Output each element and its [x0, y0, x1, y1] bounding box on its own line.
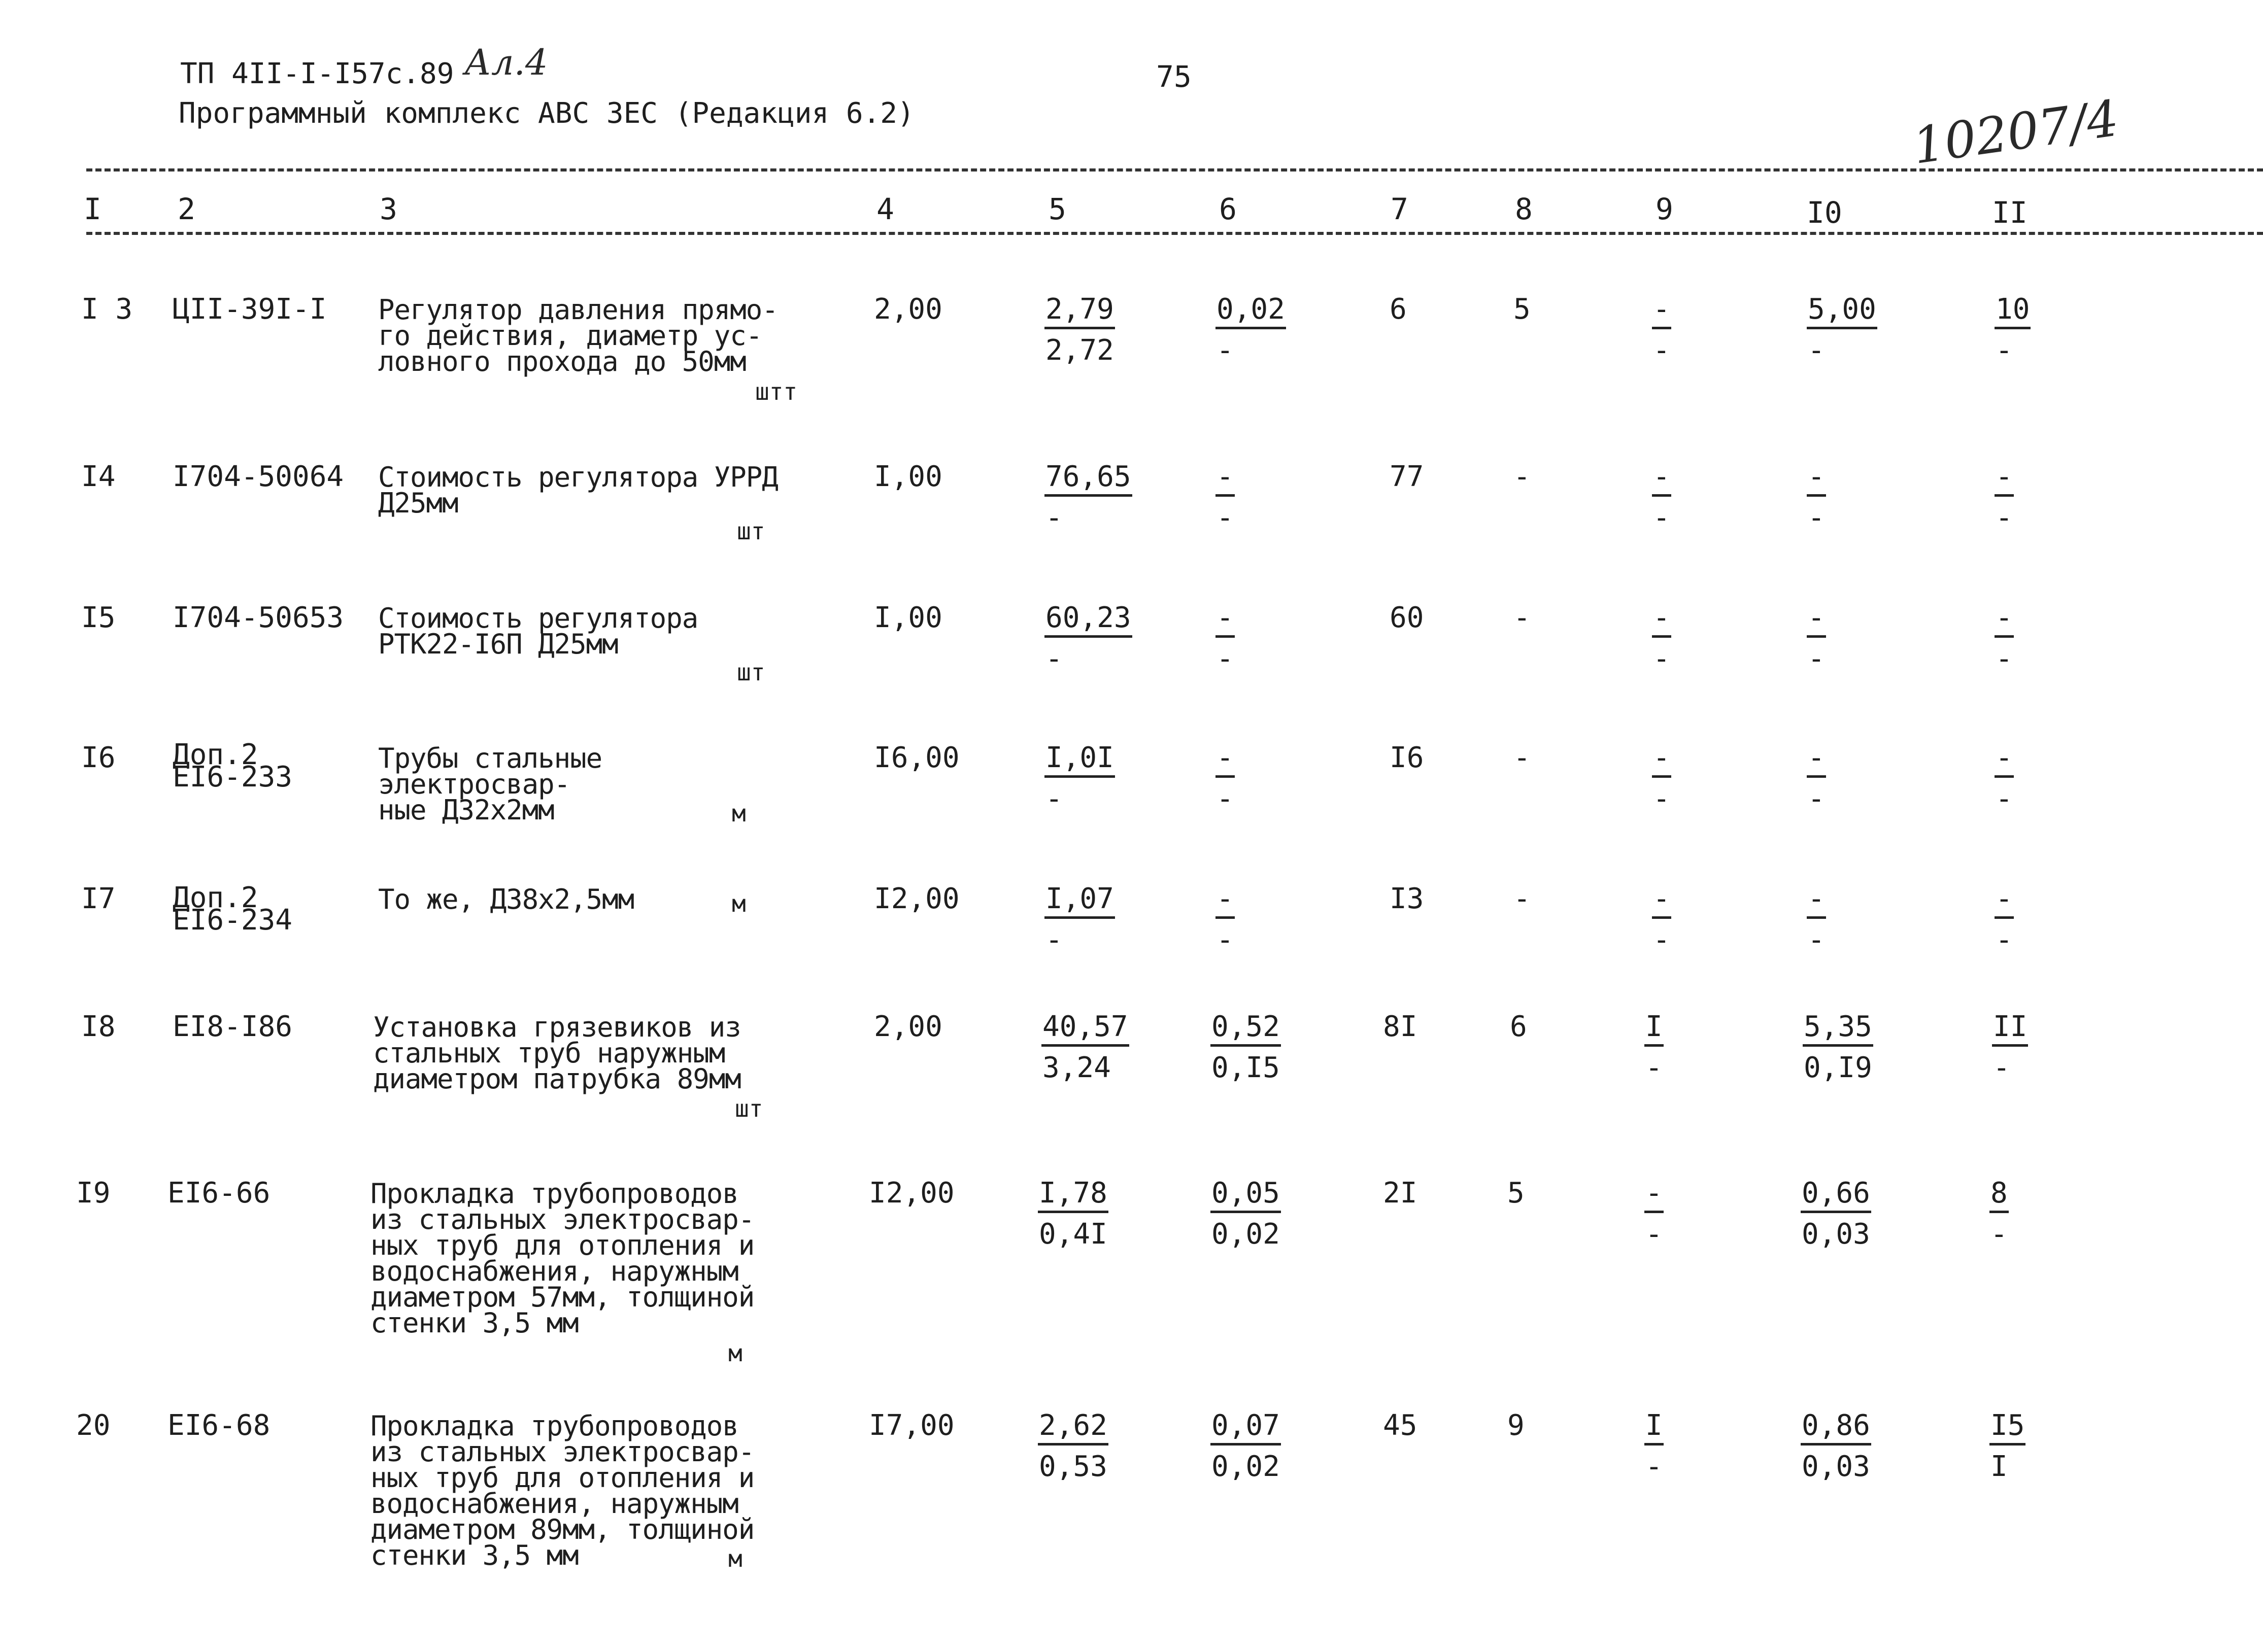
cell-top: -: [1807, 744, 1826, 778]
unit: штт: [755, 378, 798, 405]
col-header: 9: [1656, 192, 1673, 226]
cell-top: 0,66: [1801, 1179, 1871, 1213]
labor-cell: [1801, 1179, 1871, 1249]
labor-cell: [1803, 1010, 1873, 1084]
price-code: Доп.2 ЕI6-234: [173, 881, 293, 937]
cell-top: I: [1644, 1013, 1664, 1047]
cell-bottom: 0,02: [1211, 1450, 1280, 1483]
total-cost: I3: [1390, 882, 1424, 915]
cell-top: -: [1995, 744, 2014, 778]
row-number: I5: [81, 601, 116, 634]
cell-top: -: [1215, 885, 1235, 919]
cell-bottom: -: [1645, 1051, 1663, 1084]
col-header: 2: [178, 192, 195, 226]
col-header: I: [84, 192, 102, 226]
quantity: I,00: [874, 601, 942, 634]
cell-bottom: 0,03: [1802, 1218, 1870, 1251]
cell-bottom: 0,4I: [1039, 1218, 1107, 1251]
quantity: I,00: [874, 460, 942, 493]
cell-top: -: [1995, 885, 2014, 919]
cell-bottom: -: [1217, 782, 1234, 815]
col8-value: 5: [1507, 1177, 1525, 1210]
cell-bottom: -: [1996, 782, 2013, 815]
col8-value: 6: [1510, 1010, 1527, 1043]
price-code: ЦII-39I-I: [173, 293, 327, 326]
col9-cell: [1644, 1409, 1664, 1483]
total-cost: 60: [1390, 601, 1424, 634]
labor-cell: [1807, 601, 1826, 675]
unit-cost-cell: [1044, 601, 1132, 675]
cell-bottom: 0,53: [1039, 1450, 1107, 1483]
work-description: Трубы стальные электросвар- ные Д32х2мм: [378, 742, 602, 826]
cell-top: 10: [1995, 295, 2031, 329]
row-number: I8: [81, 1010, 116, 1043]
col9-cell: [1652, 295, 1671, 365]
header-rule-bottom: [86, 232, 2263, 235]
cell-top: 2,62: [1038, 1412, 1108, 1446]
cell-top: -: [1652, 295, 1671, 329]
col11-cell: [1995, 601, 2014, 675]
cell-top: -: [1652, 885, 1671, 919]
cell-bottom: -: [1045, 782, 1063, 815]
row-number: I4: [81, 460, 116, 493]
cell-top: I,07: [1044, 885, 1115, 919]
unit-cost-cell: [1044, 295, 1115, 365]
machine-cost-cell: [1215, 601, 1235, 675]
machine-cost-cell: [1215, 460, 1235, 534]
cell-top: 8: [1989, 1179, 2009, 1213]
col9-cell: [1644, 1179, 1664, 1249]
price-code: ЕI8-I86: [173, 1010, 293, 1043]
col8-value: 9: [1507, 1409, 1525, 1442]
stamp-number-handwritten: 10207/4: [1909, 89, 2122, 176]
row-number: I9: [76, 1177, 111, 1210]
cell-bottom: -: [1996, 642, 2013, 675]
cell-top: -: [1652, 744, 1671, 778]
col8-value: -: [1513, 601, 1531, 634]
work-description: Прокладка трубопроводов из стальных электросвар- ных труб для отопления и водоснабжения, наружным диаметром 57мм, толщиной стенки 3,5 мм: [370, 1178, 755, 1339]
col-header: 8: [1515, 192, 1533, 226]
unit: м: [728, 1339, 742, 1367]
total-cost: 6: [1390, 293, 1407, 326]
machine-cost-cell: [1210, 1010, 1281, 1084]
col-header: 4: [876, 192, 894, 226]
quantity: 2,00: [874, 1010, 942, 1043]
page-number: 75: [1156, 59, 1192, 94]
quantity: I2,00: [869, 1177, 955, 1210]
cell-bottom: -: [1217, 501, 1234, 534]
cell-bottom: -: [1653, 501, 1670, 534]
col11-cell: [1992, 1010, 2028, 1084]
unit-cost-cell: [1038, 1179, 1108, 1249]
cell-top: -: [1995, 604, 2014, 638]
price-code: ЕI6-66: [167, 1177, 271, 1210]
price-code: Доп.2 ЕI6-233: [173, 738, 293, 794]
cell-bottom: -: [1217, 642, 1234, 675]
row-number: 20: [76, 1409, 111, 1442]
cell-bottom: -: [1653, 923, 1670, 956]
quantity: 2,00: [874, 293, 942, 326]
cell-top: II: [1992, 1013, 2028, 1047]
cell-bottom: -: [1996, 923, 2013, 956]
col8-value: -: [1513, 882, 1531, 915]
cell-top: -: [1215, 463, 1235, 497]
cell-bottom: 0,03: [1802, 1450, 1870, 1483]
total-cost: 45: [1383, 1409, 1417, 1442]
col8-value: 5: [1513, 293, 1531, 326]
total-cost: 8I: [1383, 1010, 1417, 1043]
labor-cell: [1801, 1409, 1871, 1483]
document-code: ТП 4II-I-I57с.89: [180, 57, 454, 90]
unit: шт: [737, 518, 765, 545]
cell-bottom: -: [1990, 1218, 2008, 1251]
unit: м: [732, 890, 746, 917]
cell-top: 0,05: [1210, 1179, 1281, 1213]
price-code: ЕI6-68: [167, 1409, 271, 1442]
total-cost: I6: [1390, 741, 1424, 774]
cell-top: I,0I: [1044, 744, 1115, 778]
cell-top: -: [1807, 463, 1826, 497]
cell-bottom: -: [1645, 1450, 1663, 1483]
unit: м: [728, 1545, 742, 1572]
cell-bottom: -: [1808, 642, 1825, 675]
cell-bottom: 0,02: [1211, 1218, 1280, 1251]
machine-cost-cell: [1210, 1409, 1281, 1483]
cell-bottom: -: [1045, 923, 1063, 956]
col11-cell: [1989, 1179, 2009, 1249]
machine-cost-cell: [1215, 882, 1235, 956]
row-number: I7: [81, 882, 116, 915]
col8-value: -: [1513, 741, 1531, 774]
machine-cost-cell: [1215, 295, 1286, 365]
cell-bottom: -: [1217, 923, 1234, 956]
cell-top: -: [1652, 604, 1671, 638]
unit-cost-cell: [1044, 460, 1132, 534]
cell-bottom: -: [1996, 501, 2013, 534]
cell-top: -: [1644, 1179, 1664, 1213]
cell-bottom: -: [1993, 1051, 2010, 1084]
cell-bottom: -: [1808, 923, 1825, 956]
quantity: I7,00: [869, 1409, 955, 1442]
cell-bottom: -: [1217, 334, 1234, 367]
program-title: Программный комплекс АВС ЗЕС (Редакция 6.2): [179, 97, 915, 130]
machine-cost-cell: [1210, 1179, 1281, 1249]
cell-top: -: [1215, 604, 1235, 638]
col11-cell: [1995, 741, 2014, 815]
col-header: I0: [1807, 195, 1842, 230]
col11-cell: [1995, 460, 2014, 534]
cell-bottom: I: [1990, 1450, 2008, 1483]
work-description: Стоимость регулятора РТК22-I6П Д25мм: [378, 602, 698, 660]
cell-top: I,78: [1038, 1179, 1108, 1213]
labor-cell: [1807, 882, 1826, 956]
cell-top: 76,65: [1044, 463, 1132, 497]
cell-bottom: -: [1653, 334, 1670, 367]
price-code: I704-50064: [173, 460, 344, 493]
col8-value: -: [1513, 460, 1531, 493]
unit: шт: [735, 1095, 763, 1122]
labor-cell: [1807, 295, 1877, 365]
cell-top: 2,79: [1044, 295, 1115, 329]
unit-cost-cell: [1038, 1409, 1108, 1483]
cell-bottom: -: [1808, 782, 1825, 815]
cell-top: 0,07: [1210, 1412, 1281, 1446]
cell-top: -: [1807, 885, 1826, 919]
row-number: I 3: [81, 293, 133, 326]
unit: м: [732, 800, 746, 827]
cell-bottom: -: [1808, 334, 1825, 367]
work-description: Прокладка трубопроводов из стальных электросвар- ных труб для отопления и водоснабжения, наружным диаметром 89мм, толщиной стенки 3,5 мм: [370, 1410, 755, 1571]
total-cost: 77: [1390, 460, 1424, 493]
work-description: Регулятор давления прямо- го действия, диаметр ус- ловного прохода до 50мм: [378, 294, 778, 377]
quantity: I2,00: [874, 882, 960, 915]
col-header: 7: [1391, 192, 1408, 226]
col11-cell: [1989, 1409, 2025, 1483]
unit-cost-cell: [1041, 1010, 1129, 1084]
cell-top: 0,86: [1801, 1412, 1871, 1446]
machine-cost-cell: [1215, 741, 1235, 815]
cell-bottom: 3,24: [1042, 1051, 1111, 1084]
cell-top: I: [1644, 1412, 1664, 1446]
total-cost: 2I: [1383, 1177, 1417, 1210]
cell-top: 40,57: [1041, 1013, 1129, 1047]
cell-top: -: [1807, 604, 1826, 638]
col-header: 6: [1219, 192, 1237, 226]
col9-cell: [1652, 882, 1671, 956]
cell-top: 60,23: [1044, 604, 1132, 638]
col9-cell: [1652, 601, 1671, 675]
unit: шт: [737, 659, 765, 686]
work-description: Стоимость регулятора УРРД Д25мм: [378, 461, 778, 519]
row-number: I6: [81, 741, 116, 774]
labor-cell: [1807, 741, 1826, 815]
cell-bottom: 0,I5: [1211, 1051, 1280, 1084]
col9-cell: [1644, 1010, 1664, 1084]
col9-cell: [1652, 460, 1671, 534]
cell-top: 5,35: [1803, 1013, 1873, 1047]
header-rule-top: [86, 168, 2263, 171]
album-note-handwritten: Ал.4: [464, 42, 548, 83]
cell-bottom: -: [1045, 642, 1063, 675]
cell-top: 0,02: [1215, 295, 1286, 329]
cell-bottom: 0,I9: [1804, 1051, 1872, 1084]
col11-cell: [1995, 882, 2014, 956]
work-description: Установка грязевиков из стальных труб наружным диаметром патрубка 89мм: [373, 1011, 741, 1095]
cell-top: 5,00: [1807, 295, 1877, 329]
cell-top: 0,52: [1210, 1013, 1281, 1047]
cell-top: -: [1995, 463, 2014, 497]
unit-cost-cell: [1044, 882, 1115, 956]
cell-bottom: -: [1996, 334, 2013, 367]
col9-cell: [1652, 741, 1671, 815]
cell-bottom: -: [1045, 501, 1063, 534]
quantity: I6,00: [874, 741, 960, 774]
price-code: I704-50653: [173, 601, 344, 634]
col-header: II: [1992, 195, 2028, 230]
cell-bottom: -: [1645, 1218, 1663, 1251]
cell-bottom: 2,72: [1045, 334, 1114, 367]
unit-cost-cell: [1044, 741, 1115, 815]
cell-bottom: -: [1653, 642, 1670, 675]
work-description: То же, Д38х2,5мм: [378, 883, 634, 915]
col-header: 5: [1049, 192, 1066, 226]
labor-cell: [1807, 460, 1826, 534]
col11-cell: [1995, 295, 2031, 365]
cell-bottom: -: [1808, 501, 1825, 534]
cell-top: I5: [1989, 1412, 2025, 1446]
cell-bottom: -: [1653, 782, 1670, 815]
cell-top: -: [1652, 463, 1671, 497]
col-header: 3: [380, 192, 397, 226]
cell-top: -: [1215, 744, 1235, 778]
